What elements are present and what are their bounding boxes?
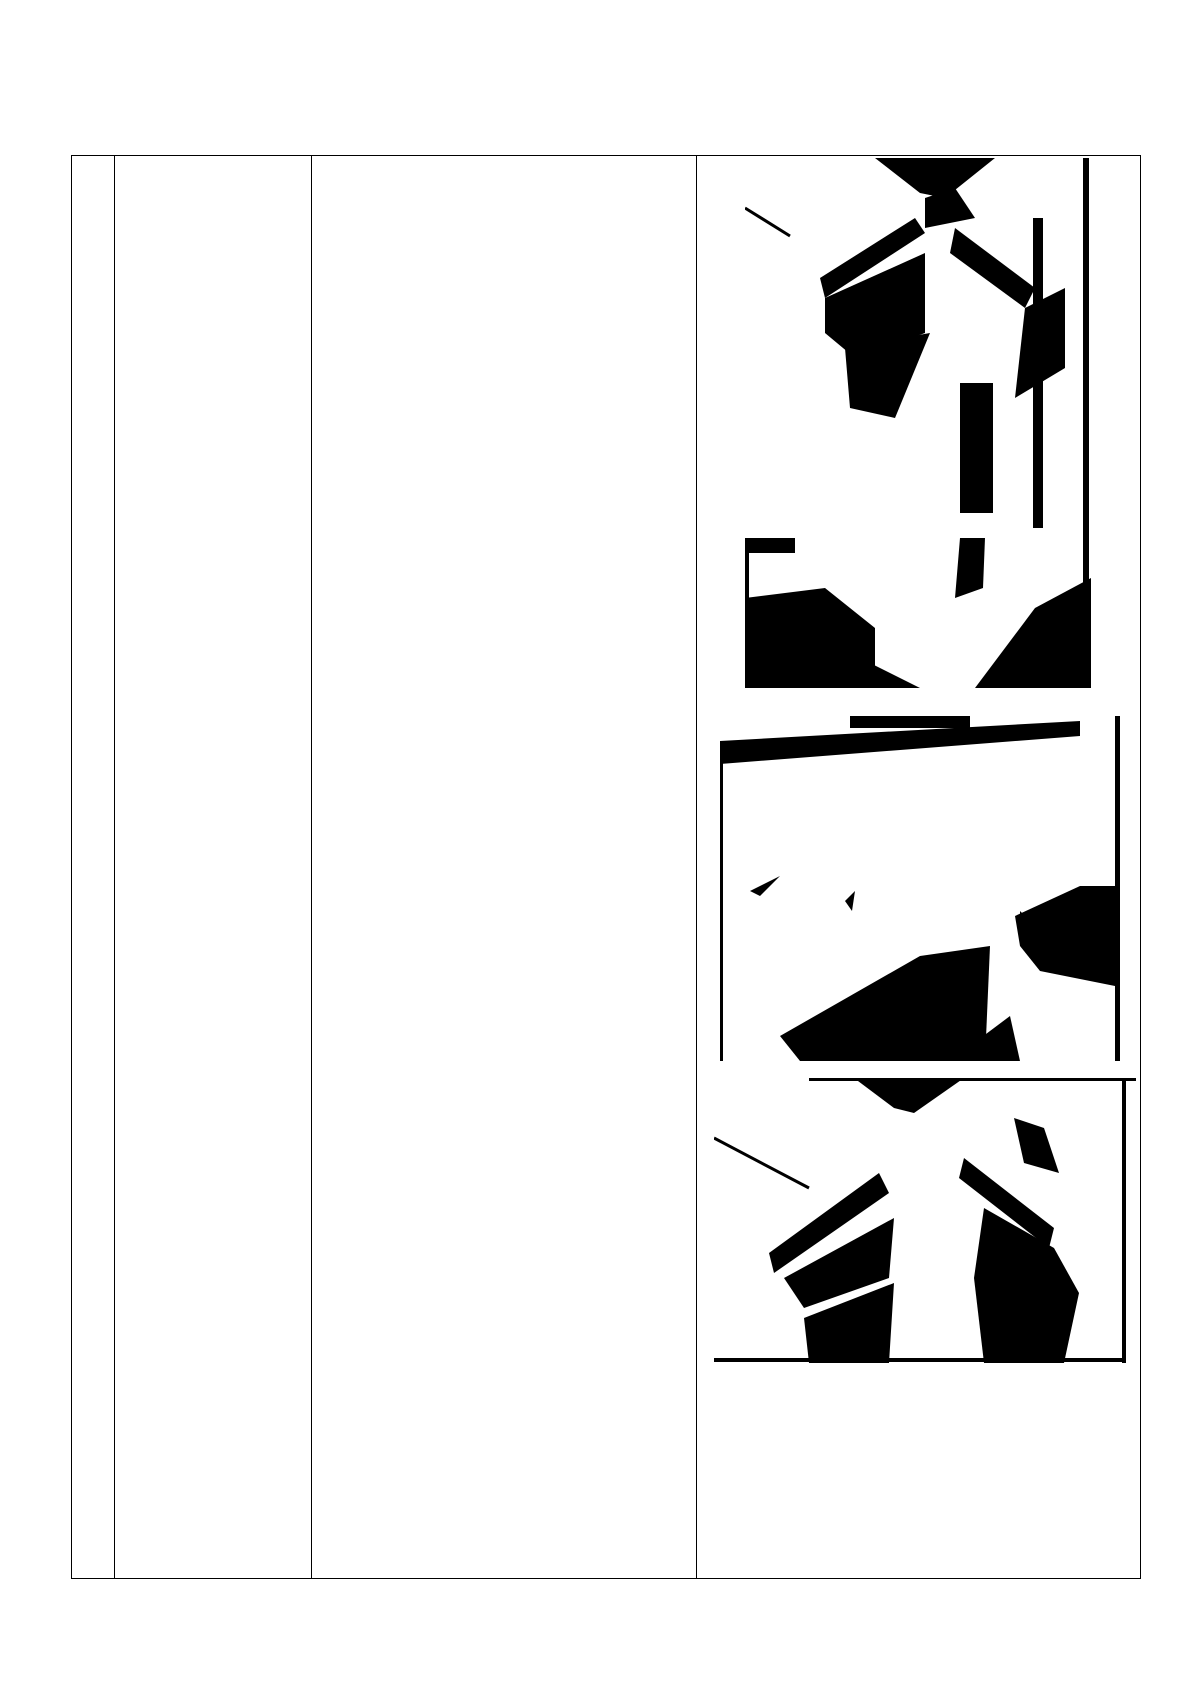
photo-cell bbox=[697, 156, 1141, 1579]
number-cell bbox=[72, 156, 115, 1579]
description-cell bbox=[312, 156, 697, 1579]
element-cell bbox=[115, 156, 312, 1579]
entrance-column-photo bbox=[745, 158, 1091, 688]
monument-elements-table bbox=[71, 155, 1141, 1579]
balcony-photo bbox=[714, 1078, 1136, 1363]
table-row bbox=[72, 156, 1141, 1579]
balustrade-detail-photo bbox=[720, 716, 1120, 1061]
